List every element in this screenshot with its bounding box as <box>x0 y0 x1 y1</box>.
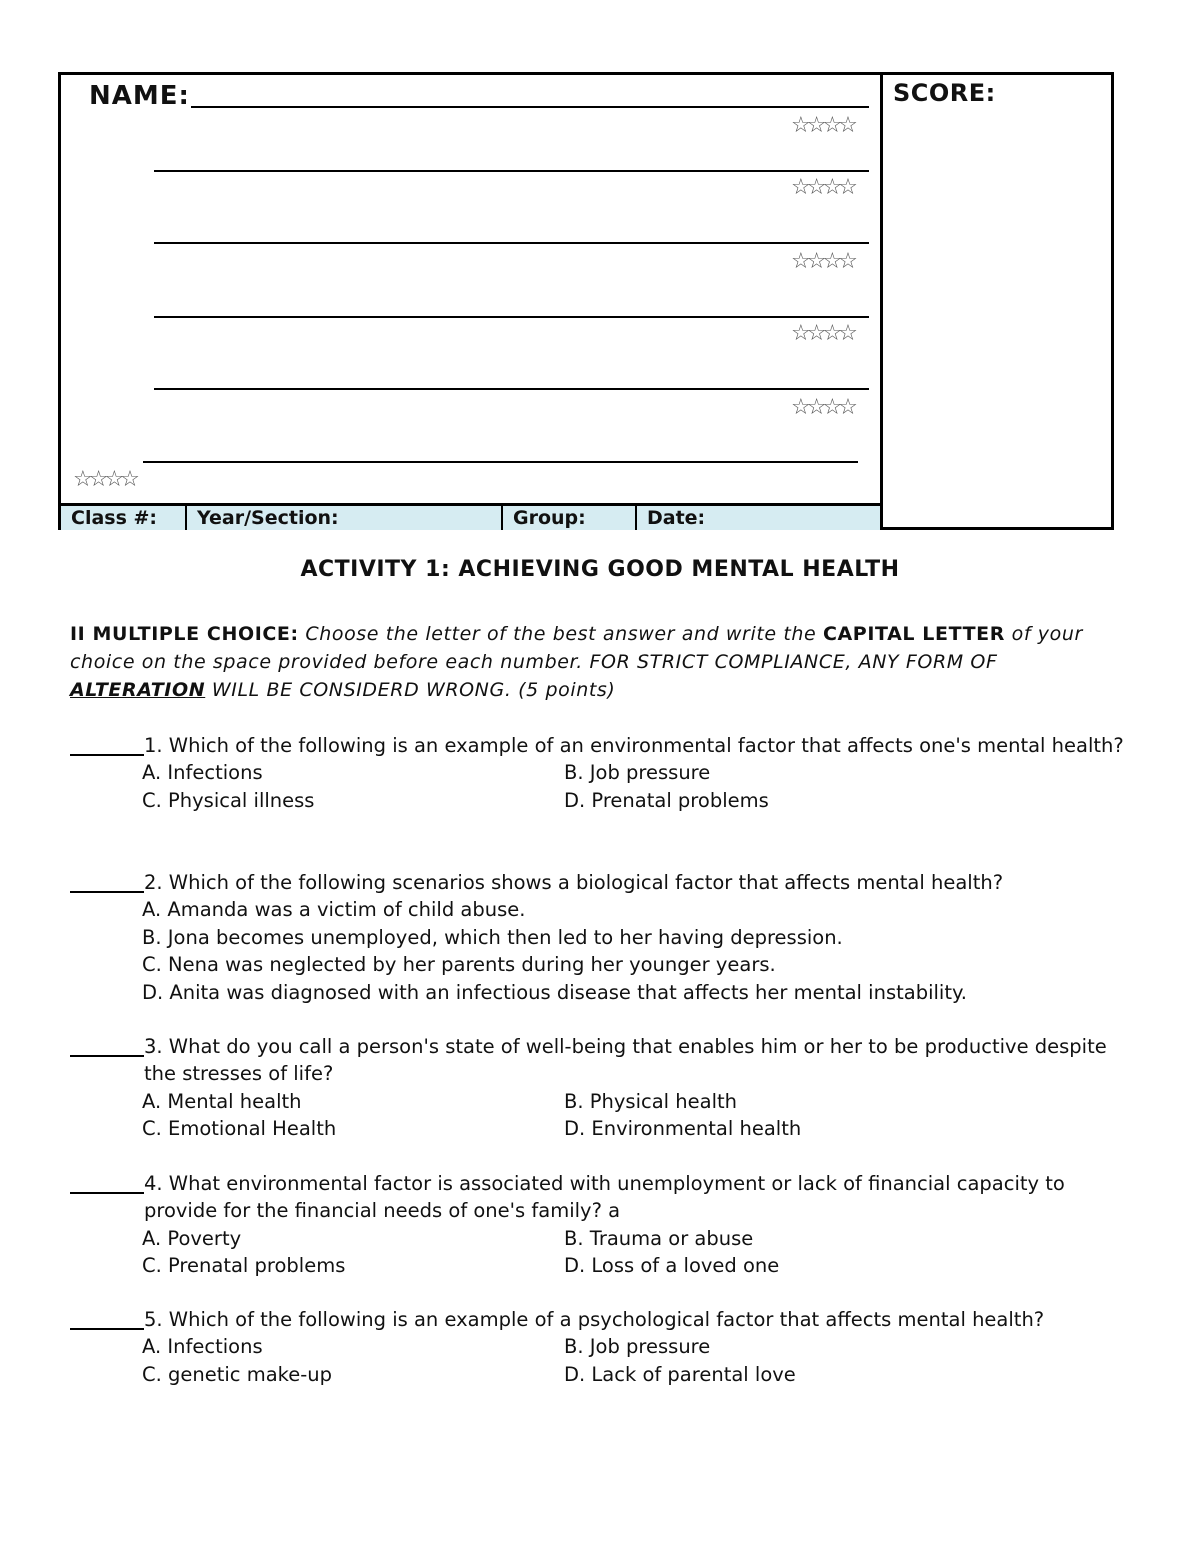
star-icon-group-3: ☆☆☆☆ <box>791 249 854 274</box>
star-icon-group-2: ☆☆☆☆ <box>791 175 854 200</box>
name-line-1[interactable] <box>191 106 869 108</box>
instructions-text-1: Choose the letter of the best answer and write the <box>298 623 823 645</box>
question-2 <box>70 869 1140 1006</box>
answer-blank-4[interactable] <box>70 1170 144 1194</box>
option-a: A. Poverty <box>142 1226 242 1250</box>
option-a: A. Amanda was a victim of child abuse. <box>142 898 526 922</box>
info-row <box>61 503 883 530</box>
name-area <box>61 75 883 503</box>
question-stem: Which of the following is an example of a psychological factor that affects mental health? <box>162 1308 1045 1331</box>
option-c: C. Physical illness <box>142 788 315 812</box>
option-c: C. genetic make-up <box>142 1362 333 1386</box>
name-line-5[interactable] <box>154 388 869 390</box>
option-a: A. Infections <box>142 1335 263 1359</box>
question-text <box>144 1033 1140 1088</box>
part-label: II MULTIPLE CHOICE <box>70 623 291 645</box>
question-3 <box>70 1033 1140 1143</box>
question-number: 3. <box>144 1035 163 1058</box>
name-line-6[interactable] <box>143 461 858 463</box>
option-b: B. Job pressure <box>564 761 711 785</box>
score-area <box>883 75 1111 527</box>
class-number-field[interactable]: Class #: <box>61 506 187 530</box>
question-1 <box>70 732 1140 814</box>
option-d: D. Loss of a loved one <box>564 1254 780 1278</box>
question-5 <box>70 1306 1140 1388</box>
star-icon-group-6: ☆☆☆☆ <box>73 467 136 492</box>
instructions-text-3: WILL BE CONSIDERD WRONG. (5 points) <box>205 679 616 701</box>
option-c: C. Emotional Health <box>142 1117 337 1141</box>
question-4 <box>70 1170 1140 1280</box>
alteration-emphasis: ALTERATION <box>70 679 206 701</box>
date-field[interactable]: Date: <box>647 507 706 529</box>
capital-letter-emphasis: CAPITAL LETTER <box>822 623 1005 645</box>
question-stem: What environmental factor is associated with unemployment or lack of financial capacity to provide for the financial needs of one's family? a <box>144 1172 1065 1223</box>
answer-blank-1[interactable] <box>70 732 144 756</box>
instructions-text-2: of your choice on the space provided before each number. FOR STRICT COMPLIANCE, ANY FORM OF <box>70 623 1083 673</box>
option-d: D. Anita was diagnosed with an infectious disease that affects her mental instability. <box>142 980 967 1004</box>
option-d: D. Lack of parental love <box>564 1362 796 1386</box>
option-d: D. Prenatal problems <box>564 788 769 812</box>
question-stem: What do you call a person's state of well-being that enables him or her to be productive despite the stresses of life? <box>144 1035 1107 1086</box>
question-text <box>144 1170 1140 1225</box>
option-b: B. Job pressure <box>564 1335 711 1359</box>
question-number: 5. <box>144 1308 163 1331</box>
question-text <box>144 869 1140 896</box>
name-line-2[interactable] <box>154 170 869 172</box>
answer-blank-5[interactable] <box>70 1306 144 1330</box>
question-text <box>144 732 1140 759</box>
option-a: A. Mental health <box>142 1089 302 1113</box>
name-line-3[interactable] <box>154 242 869 244</box>
option-c: C. Prenatal problems <box>142 1254 346 1278</box>
option-c: C. Nena was neglected by her parents during her younger years. <box>142 953 776 977</box>
option-a: A. Infections <box>142 761 263 785</box>
question-stem: Which of the following scenarios shows a biological factor that affects mental health? <box>162 871 1004 894</box>
score-label: SCORE: <box>893 79 996 107</box>
instructions <box>70 620 1130 704</box>
option-b: B. Physical health <box>564 1089 738 1113</box>
name-label: NAME: <box>89 81 190 111</box>
year-section-field[interactable]: Year/Section: <box>187 506 503 530</box>
question-text <box>144 1306 1140 1333</box>
question-number: 2. <box>144 871 163 894</box>
star-icon-group-5: ☆☆☆☆ <box>791 395 854 420</box>
name-line-4[interactable] <box>154 316 869 318</box>
part-colon: : <box>290 623 299 645</box>
question-number: 4. <box>144 1172 163 1195</box>
activity-title: ACTIVITY 1: ACHIEVING GOOD MENTAL HEALTH <box>300 557 900 582</box>
option-b: B. Jona becomes unemployed, which then led to her having depression. <box>142 925 843 949</box>
question-number: 1. <box>144 734 163 757</box>
option-b: B. Trauma or abuse <box>564 1226 754 1250</box>
star-icon-group-1: ☆☆☆☆ <box>791 113 854 138</box>
question-stem: Which of the following is an example of an environmental factor that affects one's mental health? <box>162 734 1124 757</box>
star-icon-group-4: ☆☆☆☆ <box>791 321 854 346</box>
option-d: D. Environmental health <box>564 1117 802 1141</box>
answer-blank-3[interactable] <box>70 1033 144 1057</box>
student-info-box <box>58 72 1114 530</box>
answer-blank-2[interactable] <box>70 869 144 893</box>
group-field[interactable]: Group: <box>503 506 637 530</box>
